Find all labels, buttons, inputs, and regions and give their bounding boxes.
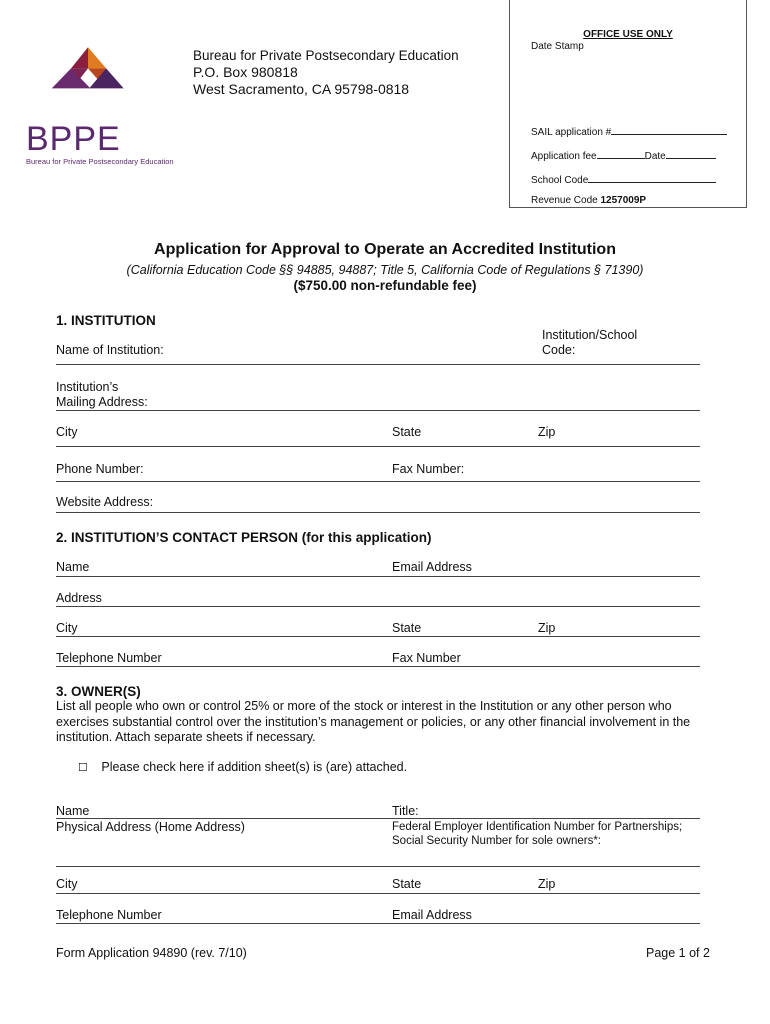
school-code-row xyxy=(531,172,716,186)
mailing-address-label-line1: Institution’s xyxy=(56,380,119,394)
owner-physical-address-label: Physical Address (Home Address) xyxy=(56,820,245,834)
school-code-field[interactable] xyxy=(588,172,716,183)
owner-city-label: City xyxy=(56,877,78,891)
website-field[interactable] xyxy=(56,512,700,513)
date-stamp-label: Date Stamp xyxy=(531,41,584,52)
office-use-title: OFFICE USE ONLY xyxy=(583,29,673,40)
contact-fax-label: Fax Number xyxy=(392,651,461,665)
owner-telephone-label: Telephone Number xyxy=(56,908,162,922)
city-label: City xyxy=(56,425,78,439)
website-label: Website Address: xyxy=(56,495,154,509)
sail-application-field[interactable] xyxy=(611,124,727,135)
logo-text: BPPE xyxy=(26,120,121,158)
date-label: Date xyxy=(644,151,666,162)
contact-city-state-zip-field[interactable] xyxy=(56,636,700,637)
contact-city-label: City xyxy=(56,621,78,635)
revenue-code-label: Revenue Code xyxy=(531,195,598,206)
contact-email-label: Email Address xyxy=(392,560,472,574)
section1-heading: 1. INSTITUTION xyxy=(56,313,156,328)
application-fee-label: Application fee xyxy=(531,151,597,162)
bureau-address xyxy=(193,47,459,98)
application-fee-row xyxy=(531,148,716,162)
phone-label: Phone Number: xyxy=(56,462,144,476)
school-code-label-line1: Institution/School xyxy=(542,328,638,342)
sail-application-row xyxy=(531,124,727,138)
owner-email-label: Email Address xyxy=(392,908,472,922)
contact-address-label: Address xyxy=(56,591,102,605)
owner-fein-label-line1: Federal Employer Identification Number for Partnerships; xyxy=(392,821,683,833)
contact-address-field[interactable] xyxy=(56,606,700,607)
owner-fein-label-line2: Social Security Number for sole owners*: xyxy=(392,835,601,847)
contact-name-email-field[interactable] xyxy=(56,576,700,577)
contact-state-label: State xyxy=(392,621,422,635)
owner-name-title-field[interactable] xyxy=(56,818,700,819)
sail-application-label: SAIL application # xyxy=(531,127,612,138)
mailing-address-label-line2: Mailing Address: xyxy=(56,395,148,409)
contact-telephone-label: Telephone Number xyxy=(56,651,162,665)
city-state-zip-field[interactable] xyxy=(56,446,700,447)
office-use-box xyxy=(509,0,747,208)
form-title: Application for Approval to Operate an Accredited Institution xyxy=(154,241,616,258)
owner-title-label: Title: xyxy=(392,804,419,818)
owner-city-state-zip-field[interactable] xyxy=(56,893,700,894)
contact-telephone-fax-field[interactable] xyxy=(56,666,700,667)
owner-address-fein-field[interactable] xyxy=(56,866,700,867)
contact-name-label: Name xyxy=(56,560,90,574)
zip-label: Zip xyxy=(538,425,556,439)
owner-zip-label: Zip xyxy=(538,877,556,891)
owners-description: List all people who own or control 25% or more of the stock or interest in the Institution or any other person who exercises substantial control over the institution’s management or policies, or any other financial involvement in the institution. Attach separate sheets if necessary. xyxy=(56,699,691,744)
institution-name-label: Name of Institution: xyxy=(56,343,164,357)
revenue-code-value: 1257009P xyxy=(600,195,647,206)
additional-sheets-row xyxy=(78,760,407,776)
contact-zip-label: Zip xyxy=(538,621,556,635)
footer-form-number: Form Application 94890 (rev. 7/10) xyxy=(56,946,247,960)
form-fee: ($750.00 non-refundable fee) xyxy=(293,278,477,293)
form-subtitle: (California Education Code §§ 94885, 94887; Title 5, California Code of Regulations § 71390) xyxy=(126,263,644,277)
owner-name-label: Name xyxy=(56,804,90,818)
bppe-logo-icon xyxy=(26,46,150,121)
institution-name-field[interactable] xyxy=(56,364,700,365)
date-field[interactable] xyxy=(666,148,716,159)
owner-state-label: State xyxy=(392,877,422,891)
section2-heading: 2. INSTITUTION’S CONTACT PERSON (for this application) xyxy=(56,530,432,545)
school-code-label-line2: Code: xyxy=(542,343,576,357)
additional-sheets-label: Please check here if addition sheet(s) is (are) attached. xyxy=(101,760,408,774)
mailing-address-field[interactable] xyxy=(56,410,700,411)
school-code-label: School Code xyxy=(531,175,589,186)
footer-page-number: Page 1 of 2 xyxy=(646,946,710,960)
address-line: Bureau for Private Postsecondary Education xyxy=(193,48,459,63)
phone-fax-field[interactable] xyxy=(56,481,700,482)
revenue-code-row xyxy=(531,195,646,206)
fax-label: Fax Number: xyxy=(392,462,465,476)
logo-subtext: Bureau for Private Postsecondary Education xyxy=(26,157,174,166)
address-line: P.O. Box 980818 xyxy=(193,64,298,80)
state-label: State xyxy=(392,425,422,439)
address-line: West Sacramento, CA 95798-0818 xyxy=(193,81,410,97)
application-fee-field[interactable] xyxy=(597,148,645,159)
owner-telephone-email-field[interactable] xyxy=(56,923,700,924)
section3-heading: 3. OWNER(S) xyxy=(56,684,141,699)
additional-sheets-checkbox[interactable]: ☐ xyxy=(78,762,88,774)
